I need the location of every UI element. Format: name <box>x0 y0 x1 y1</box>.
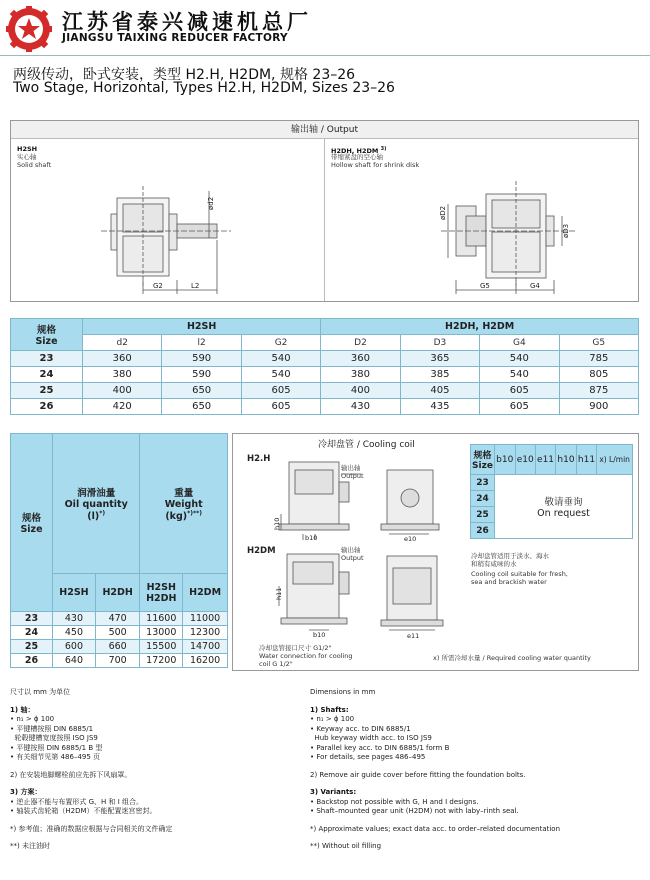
e11-label: e11 <box>407 632 420 640</box>
col-header: G4 <box>480 335 559 351</box>
water-connection-en-2: coil G 1/2" <box>259 660 293 668</box>
page-header <box>0 0 650 58</box>
output-cn-2: 输出轴 <box>341 546 361 554</box>
l2-label: L2 <box>191 282 200 290</box>
col-header: x) L/min <box>597 445 633 475</box>
h2dh-group-header: H2DH, H2DM <box>321 319 639 335</box>
panel-divider <box>324 139 325 301</box>
size-header: 规格 Size <box>471 445 495 475</box>
col-header: e11 <box>535 445 555 475</box>
water-connection-cn: 冷却盘管接口尺寸 G1/2" <box>259 644 332 652</box>
water-quantity-note: x) 所需冷却水量 / Required cooling water quantity <box>433 654 591 662</box>
col-header: h10 <box>556 445 577 475</box>
d2-label: ød2 <box>207 196 215 210</box>
table-row: 24 450 500 13000 12300 <box>11 626 228 640</box>
col-header: H2SH H2DH <box>140 574 183 612</box>
h10-label: h10 <box>273 517 281 530</box>
table-row: 23 360 590 540 360 365 540 785 <box>11 351 639 367</box>
col-header: e10 <box>515 445 535 475</box>
big-d2-label: øD2 <box>439 205 447 220</box>
size-header: 规格 Size <box>11 434 53 612</box>
col-header: H2DM <box>183 574 228 612</box>
hollow-shaft-type: H2DH, H2DM $^{3)}$ <box>331 146 387 156</box>
g5-label: G5 <box>480 282 490 290</box>
oil-header: 润滑油量 Oil quantity (l)*) <box>53 434 140 574</box>
b10-label-dm: b10 <box>313 631 326 639</box>
table-row: 25 600 660 15500 14700 <box>11 640 228 654</box>
page-title-en: Two Stage, Horizontal, Types H2.H, H2DM, Sizes 23–26 <box>13 80 395 96</box>
output-shaft-heading: 输出轴 / Output <box>11 121 638 139</box>
page-title-cn: 两级传动，卧式安装，类型 H2.H, H2DM, 规格 23–26 <box>13 67 356 83</box>
table-row: 26 640 700 17200 16200 <box>11 654 228 668</box>
output-cn-1: 输出轴 <box>341 464 361 472</box>
h2dm-cooling-drawing <box>269 546 449 641</box>
col-header: H2DH <box>95 574 139 612</box>
solid-shaft-drawing <box>101 176 241 301</box>
solid-shaft-type: H2SH <box>17 145 38 153</box>
e10-label: e10 <box>404 535 417 542</box>
cooling-request-table <box>470 444 633 539</box>
big-d3-label: øD3 <box>562 223 570 238</box>
h2h-cooling-drawing <box>269 452 449 542</box>
hollow-shaft-en: Hollow shaft for shrink disk <box>331 161 420 169</box>
company-logo-icon <box>6 6 52 52</box>
coil-suitable-cn-1: 冷却盘管适用于淡水、海水 <box>471 552 549 560</box>
size-header: 规格 Size <box>11 319 83 351</box>
output-en-2: Output <box>341 554 364 562</box>
oil-weight-table <box>10 433 228 668</box>
header-divider <box>0 55 650 56</box>
table-row: 26 420 650 605 430 435 605 900 <box>11 399 639 415</box>
b10-label: b10 <box>305 534 318 542</box>
water-connection-en-1: Water connection for cooling <box>259 652 353 660</box>
col-header: G5 <box>559 335 638 351</box>
table-row: 26 <box>471 523 633 539</box>
h2h-label: H2.H <box>247 454 271 464</box>
col-header: G2 <box>241 335 320 351</box>
notes-cn: 尺寸以 mm 为单位 1) 轴： • n₁ > ɸ 100 • 平键槽按照 DIN 6885/1 轮毂键槽宽度按照 ISO JS9 • 平键按照 DIN 6885/1 B 型 • 有关细节见第 486–495 页 2) 在安装地脚螺栓前应先拆下风扇罩。 3) 方案： • 逆止器不能与布置形式 G、H 和 I 组合。 • 轴装式齿轮箱（H2DM）不能配置迷宫密封。 *) 参考值；准确的数据应根据与合同相关的文件确定 **) 未注油时 <box>10 688 173 850</box>
output-shaft-panel <box>10 120 639 302</box>
table-row: 23 敬请垂询 On request <box>471 475 633 491</box>
on-request-cell: 敬请垂询 On request <box>495 475 633 539</box>
col-header: h11 <box>576 445 597 475</box>
solid-shaft-cn: 实心轴 <box>17 153 37 161</box>
cooling-heading: 冷却盘管 / Cooling coil <box>318 440 415 450</box>
table-row: 25 <box>471 507 633 523</box>
h11-label: h11 <box>275 587 283 600</box>
company-name-cn: 江苏省泰兴减速机总厂 <box>62 10 312 34</box>
col-header: D2 <box>321 335 400 351</box>
g4-label: G4 <box>530 282 540 290</box>
h2sh-group-header: H2SH <box>83 319 321 335</box>
solid-shaft-en: Solid shaft <box>17 161 52 169</box>
output-en-1: Output <box>341 472 364 480</box>
table-row: 23 430 470 11600 11000 <box>11 612 228 626</box>
col-header: d2 <box>83 335 162 351</box>
col-header: H2SH <box>53 574 96 612</box>
company-name-en: JIANGSU TAIXING REDUCER FACTORY <box>62 32 288 44</box>
table-row: 25 400 650 605 400 405 605 875 <box>11 383 639 399</box>
coil-suitable-en-1: Cooling coil suitable for fresh, <box>471 570 568 578</box>
weight-header: 重量 Weight (kg)*)**) <box>140 434 228 574</box>
g2-label: G2 <box>153 282 163 290</box>
dimension-table <box>10 318 639 415</box>
hollow-shaft-drawing <box>416 176 586 301</box>
h2dm-label: H2DM <box>247 546 276 556</box>
col-header: D3 <box>400 335 479 351</box>
hollow-shaft-cn: 带缩紧盘的空心轴 <box>331 153 383 161</box>
col-header: l2 <box>162 335 241 351</box>
table-row: 24 380 590 540 380 385 540 805 <box>11 367 639 383</box>
coil-suitable-cn-2: 和稍有咸味的水 <box>471 560 517 568</box>
col-header: b10 <box>495 445 516 475</box>
notes-en: Dimensions in mm 1) Shafts: • n₁ > ɸ 100 • Keyway acc. to DIN 6885/1 Hub keyway width acc. to ISO JS9 • Parallel key acc. to DIN 6885/1 form B • For details, see pages 486–495 2) Remove air guide cover before fitting the foundation bolts. 3) Variants: • Backstop not possible with G, H and I designs. • Shaft–mounted gear unit (H2DM) not with laby–rinth seal. *) Approximate values; exact data acc. to order–related documentation **) Without oil filling <box>310 688 561 850</box>
table-row: 24 <box>471 491 633 507</box>
coil-suitable-en-2: sea and brackish water <box>471 578 547 586</box>
